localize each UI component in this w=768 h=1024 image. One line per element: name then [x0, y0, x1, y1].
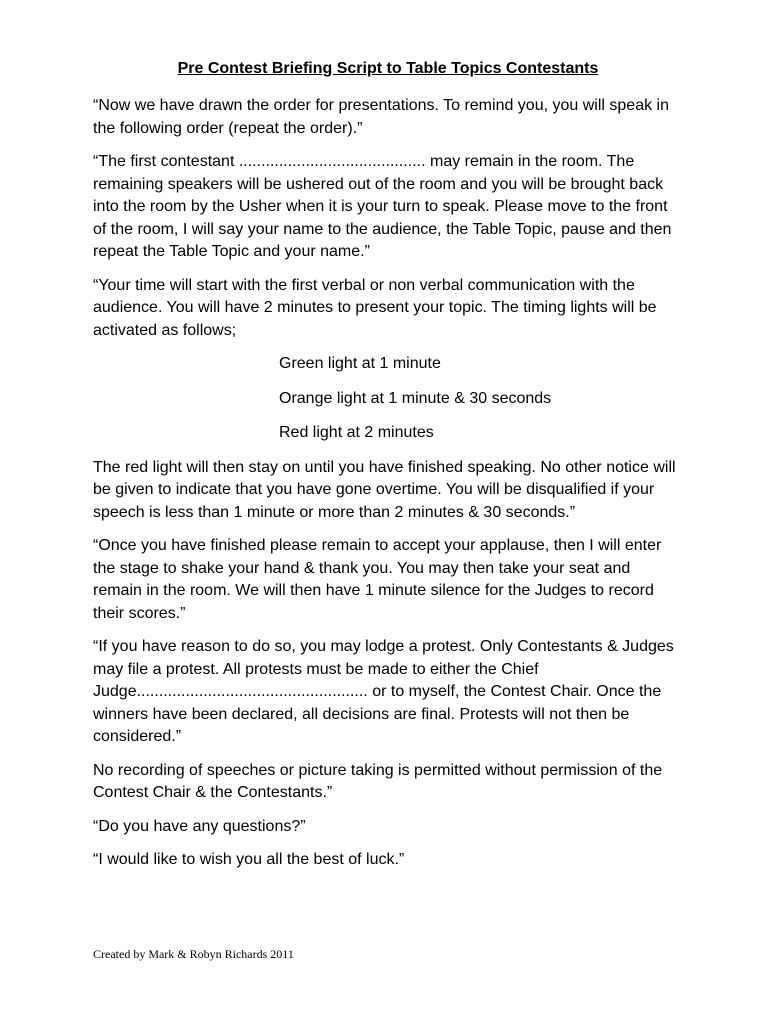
document-title: Pre Contest Briefing Script to Table Topics Contestants — [177, 60, 599, 77]
paragraph-questions: “Do you have any questions?” — [93, 817, 306, 835]
paragraph-after-speech: “Once you have finished please remain to accept your applause, then I will enter the stage to shake your hand & thank you. You may then take your seat and remain in the room. We will then have 1 minute silence for the Judges to record their scores.” — [93, 537, 662, 622]
timing-green-light: Green light at 1 minute — [279, 355, 441, 372]
paragraph-red-light-rules: The red light will then stay on until you have finished speaking. No other notice will be given to indicate that you have gone overtime. You will be disqualified if your speech is less than 1 minute or more than 2 minutes & 30 seconds.” — [93, 458, 676, 521]
timing-orange-light: Orange light at 1 minute & 30 seconds — [279, 389, 552, 407]
footer-credit: Created by Mark & Robyn Richards 2011 — [93, 947, 294, 961]
timing-red-light: Red light at 2 minutes — [279, 424, 434, 441]
document-page — [93, 58, 683, 883]
paragraph-protest: “If you have reason to do so, you may lodge a protest. Only Contestants & Judges may file a protest. All protests must be made to either the Chief Judge.................................................... or to myself, the Contest Chair. Once the winners have been declared, all decisions are final. Protests will not then be considered.” — [93, 638, 674, 745]
paragraph-first-contestant: “The first contestant .......................................... may remain in the room. The remaining speakers will be ushered out of the room and you will be brought back into the room by the Usher when it is your turn to speak. Please move to the front of the room, I will say your name to the audience, the Table Topic, pause and then repeat the Table Topic and your name.” — [93, 153, 672, 260]
paragraph-timing-intro: “Your time will start with the first verbal or non verbal communication with the audience. You will have 2 minutes to present your topic. The timing lights will be activated as follows; — [93, 276, 657, 339]
paragraph-order-reminder: “Now we have drawn the order for presentations. To remind you, you will speak in the following order (repeat the order).” — [93, 97, 669, 137]
paragraph-no-recording: No recording of speeches or picture taking is permitted without permission of the Contest Chair & the Contestants.” — [93, 761, 663, 801]
paragraph-good-luck: “I would like to wish you all the best of luck.” — [93, 851, 405, 868]
